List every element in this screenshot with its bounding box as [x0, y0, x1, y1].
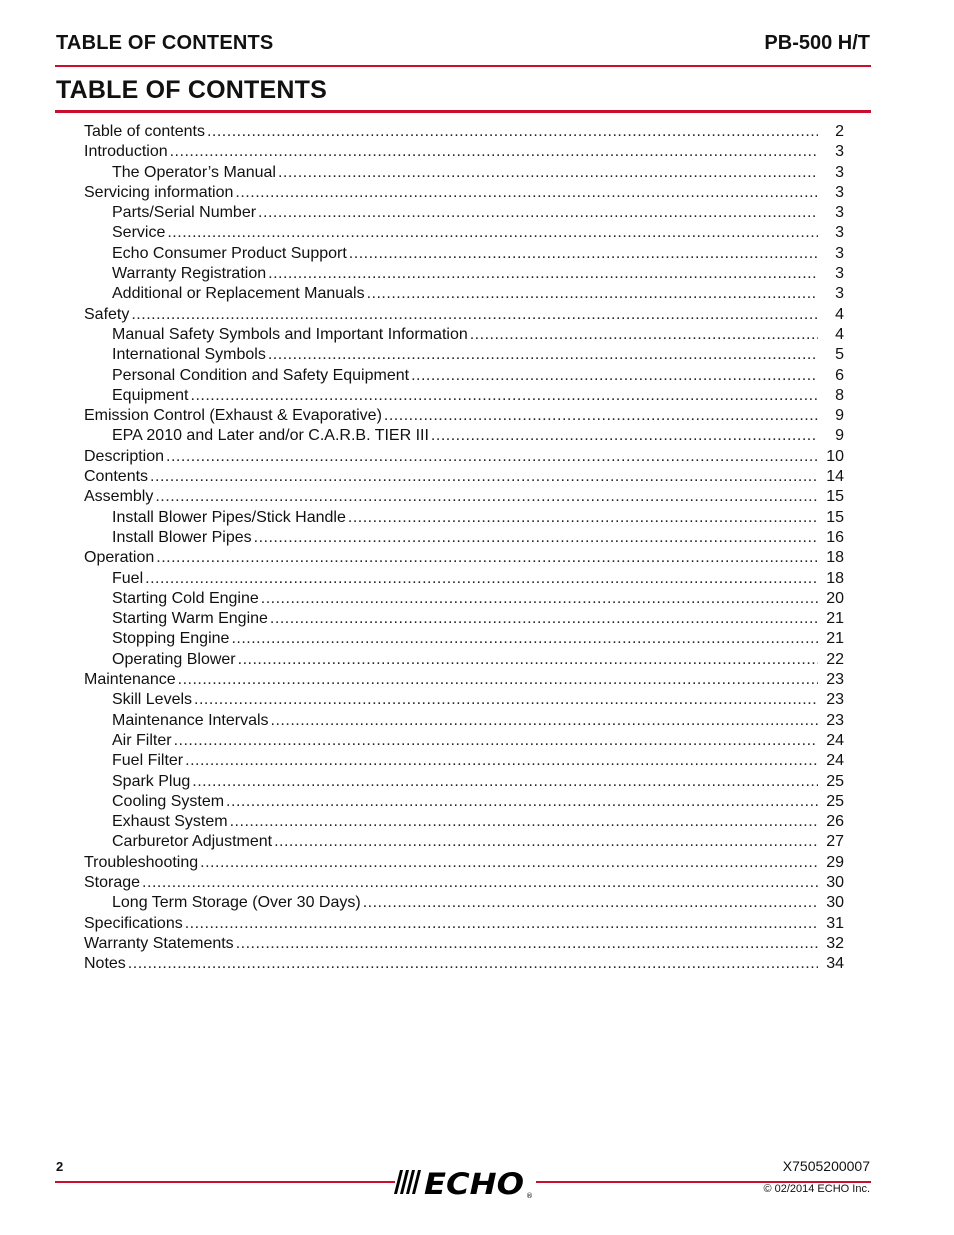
toc-entry-page: 21 [826, 630, 844, 648]
toc-dot-leader [185, 751, 818, 771]
toc-dot-leader [207, 122, 818, 142]
toc-entry-page: 30 [826, 873, 844, 891]
toc-entry-page: 21 [826, 610, 844, 628]
page-number: 2 [56, 1159, 64, 1174]
toc-dot-leader [155, 487, 818, 507]
toc-entry [84, 893, 844, 913]
toc-dot-leader [431, 426, 818, 446]
header-divider [55, 65, 871, 67]
toc-entry-page: 3 [835, 265, 844, 283]
toc-entry-page: 26 [826, 813, 844, 831]
toc-dot-leader [271, 711, 818, 731]
toc-entry-label: Additional or Replacement Manuals [112, 285, 365, 303]
toc-entry-label: Emission Control (Exhaust & Evaporative) [84, 407, 382, 425]
toc-dot-leader [170, 142, 818, 162]
registered-mark: ® [526, 1192, 533, 1200]
toc-dot-leader [238, 650, 818, 670]
toc-entry [84, 487, 844, 507]
toc-entry-page: 32 [826, 934, 844, 952]
toc-entry [84, 853, 844, 873]
document-id: X7505200007 [782, 1158, 870, 1174]
toc-dot-leader [270, 609, 818, 629]
toc-entry [84, 832, 844, 852]
toc-dot-leader [150, 467, 818, 487]
toc-entry [84, 406, 844, 426]
toc-entry [84, 386, 844, 406]
toc-entry-page: 6 [835, 366, 844, 384]
toc-entry-page: 4 [835, 305, 844, 323]
toc-entry-label: Troubleshooting [84, 853, 199, 871]
toc-entry [84, 528, 844, 548]
toc-entry-page: 18 [826, 549, 844, 567]
toc-dot-leader [194, 690, 818, 710]
toc-entry [84, 589, 844, 609]
toc-entry [84, 366, 844, 386]
toc-entry-page: 3 [835, 244, 844, 262]
toc-entry [84, 305, 844, 325]
toc-entry [84, 142, 844, 162]
toc-entry-page: 34 [826, 955, 844, 973]
toc-entry-page: 16 [826, 528, 844, 546]
running-header-model: PB-500 H/T [764, 32, 870, 54]
toc-entry-page: 20 [826, 589, 844, 607]
toc-entry-label: Spark Plug [112, 772, 191, 790]
toc-entry-page: 3 [835, 143, 844, 161]
toc-entry-page: 9 [835, 407, 844, 425]
toc-entry-page: 29 [826, 853, 844, 871]
toc-entry-label: Notes [84, 955, 126, 973]
toc-entry-label: Starting Warm Engine [112, 610, 268, 628]
toc-entry-label: Specifications [84, 914, 183, 932]
toc-entry [84, 873, 844, 893]
toc-entry-label: Fuel [112, 569, 144, 587]
table-of-contents [84, 122, 844, 974]
toc-entry [84, 548, 844, 568]
toc-entry [84, 954, 844, 974]
toc-dot-leader [128, 954, 818, 974]
toc-entry-label: Manual Safety Symbols and Important Information [112, 325, 468, 343]
toc-dot-leader [274, 832, 818, 852]
toc-entry-page: 15 [826, 488, 844, 506]
toc-entry [84, 284, 844, 304]
toc-dot-leader [174, 731, 818, 751]
toc-entry-label: Operation [84, 549, 155, 567]
toc-entry-page: 27 [826, 833, 844, 851]
toc-entry-label: Equipment [112, 386, 189, 404]
toc-entry-page: 14 [826, 468, 844, 486]
toc-entry [84, 508, 844, 528]
toc-dot-leader [131, 305, 818, 325]
toc-entry [84, 569, 844, 589]
logo-wordmark: ECHO [424, 1167, 524, 1200]
toc-entry-label: International Symbols [112, 346, 266, 364]
toc-entry [84, 163, 844, 183]
toc-entry [84, 751, 844, 771]
toc-entry [84, 934, 844, 954]
toc-entry [84, 629, 844, 649]
toc-entry-page: 2 [835, 123, 844, 140]
toc-entry-page: 3 [835, 163, 844, 181]
toc-dot-leader [268, 345, 818, 365]
toc-entry-label: Exhaust System [112, 813, 228, 831]
toc-dot-leader [470, 325, 818, 345]
toc-dot-leader [261, 589, 818, 609]
toc-entry [84, 690, 844, 710]
toc-entry-label: Safety [84, 305, 130, 323]
toc-entry-label: Assembly [84, 488, 154, 506]
toc-entry-page: 23 [826, 671, 844, 689]
toc-entry-label: Operating Blower [112, 650, 236, 668]
toc-entry [84, 244, 844, 264]
toc-dot-leader [268, 264, 818, 284]
toc-entry-label: Maintenance [84, 671, 176, 689]
toc-entry [84, 812, 844, 832]
toc-entry-label: Table of contents [84, 123, 205, 140]
toc-entry [84, 122, 844, 142]
toc-entry-label: Air Filter [112, 731, 172, 749]
toc-entry [84, 345, 844, 365]
toc-dot-leader [254, 528, 818, 548]
toc-entry-label: Parts/Serial Number [112, 204, 257, 222]
toc-entry [84, 670, 844, 690]
toc-entry-page: 3 [835, 183, 844, 201]
toc-entry [84, 264, 844, 284]
toc-entry-page: 30 [826, 894, 844, 912]
toc-entry-page: 8 [835, 386, 844, 404]
toc-entry [84, 183, 844, 203]
toc-dot-leader [191, 386, 819, 406]
toc-dot-leader [178, 670, 818, 690]
toc-entry-label: Install Blower Pipes/Stick Handle [112, 508, 346, 526]
toc-dot-leader [145, 569, 818, 589]
toc-entry-label: Introduction [84, 143, 168, 161]
toc-entry-page: 22 [826, 650, 844, 668]
toc-entry-page: 24 [826, 731, 844, 749]
footer-divider-left [55, 1181, 395, 1183]
toc-dot-leader [166, 447, 818, 467]
toc-entry-page: 3 [835, 285, 844, 303]
toc-dot-leader [226, 792, 818, 812]
toc-dot-leader [185, 914, 818, 934]
toc-entry-page: 23 [826, 711, 844, 729]
toc-entry-label: Stopping Engine [112, 630, 230, 648]
toc-dot-leader [258, 203, 818, 223]
toc-entry [84, 203, 844, 223]
toc-dot-leader [367, 284, 818, 304]
toc-entry-label: Personal Condition and Safety Equipment [112, 366, 410, 384]
toc-entry-page: 10 [826, 447, 844, 465]
toc-dot-leader [230, 812, 818, 832]
echo-logo [394, 1166, 536, 1200]
toc-entry [84, 731, 844, 751]
toc-entry-label: Carburetor Adjustment [112, 833, 273, 851]
toc-dot-leader [411, 366, 818, 386]
toc-entry-label: Servicing information [84, 183, 234, 201]
toc-entry-page: 15 [826, 508, 844, 526]
toc-entry-page: 24 [826, 752, 844, 770]
toc-entry-label: Maintenance Intervals [112, 711, 269, 729]
toc-entry [84, 914, 844, 934]
toc-entry-label: Echo Consumer Product Support [112, 244, 347, 262]
page-title: TABLE OF CONTENTS [56, 76, 327, 104]
toc-entry-label: Cooling System [112, 792, 225, 810]
toc-entry-page: 3 [835, 204, 844, 222]
toc-dot-leader [349, 244, 818, 264]
toc-entry [84, 447, 844, 467]
toc-entry-label: Contents [84, 468, 149, 486]
toc-entry [84, 325, 844, 345]
toc-dot-leader [363, 893, 818, 913]
toc-entry-page: 9 [835, 427, 844, 445]
toc-entry-label: Install Blower Pipes [112, 528, 252, 546]
toc-entry-label: Warranty Registration [112, 265, 267, 283]
toc-entry-page: 23 [826, 691, 844, 709]
toc-entry-label: The Operator’s Manual [112, 163, 276, 181]
toc-entry [84, 609, 844, 629]
toc-entry-page: 5 [835, 346, 844, 364]
toc-dot-leader [235, 183, 818, 203]
toc-dot-leader [167, 223, 818, 243]
toc-dot-leader [142, 873, 818, 893]
toc-entry-page: 3 [835, 224, 844, 242]
toc-dot-leader [236, 934, 818, 954]
toc-dot-leader [231, 629, 818, 649]
running-header-title: TABLE OF CONTENTS [56, 32, 274, 54]
toc-dot-leader [192, 772, 818, 792]
toc-entry [84, 772, 844, 792]
toc-entry-label: Fuel Filter [112, 752, 184, 770]
toc-entry-label: Service [112, 224, 166, 242]
toc-dot-leader [278, 163, 818, 183]
toc-entry [84, 223, 844, 243]
toc-entry-page: 4 [835, 325, 844, 343]
toc-entry-page: 31 [826, 914, 844, 932]
title-divider [55, 110, 871, 113]
toc-entry-label: Skill Levels [112, 691, 193, 709]
toc-entry-label: Long Term Storage (Over 30 Days) [112, 894, 361, 912]
toc-entry [84, 792, 844, 812]
toc-dot-leader [348, 508, 818, 528]
toc-entry-label: Storage [84, 873, 141, 891]
toc-entry-label: EPA 2010 and Later and/or C.A.R.B. TIER III [112, 427, 429, 445]
toc-entry-label: Description [84, 447, 165, 465]
toc-dot-leader [156, 548, 818, 568]
toc-entry-label: Starting Cold Engine [112, 589, 259, 607]
toc-dot-leader [200, 853, 818, 873]
toc-entry-label: Warranty Statements [84, 934, 234, 952]
copyright-notice: © 02/2014 ECHO Inc. [763, 1183, 870, 1195]
toc-entry-page: 25 [826, 772, 844, 790]
toc-entry-page: 18 [826, 569, 844, 587]
toc-entry-page: 25 [826, 792, 844, 810]
toc-entry [84, 426, 844, 446]
toc-entry [84, 467, 844, 487]
toc-entry [84, 711, 844, 731]
toc-dot-leader [384, 406, 818, 426]
toc-entry [84, 650, 844, 670]
